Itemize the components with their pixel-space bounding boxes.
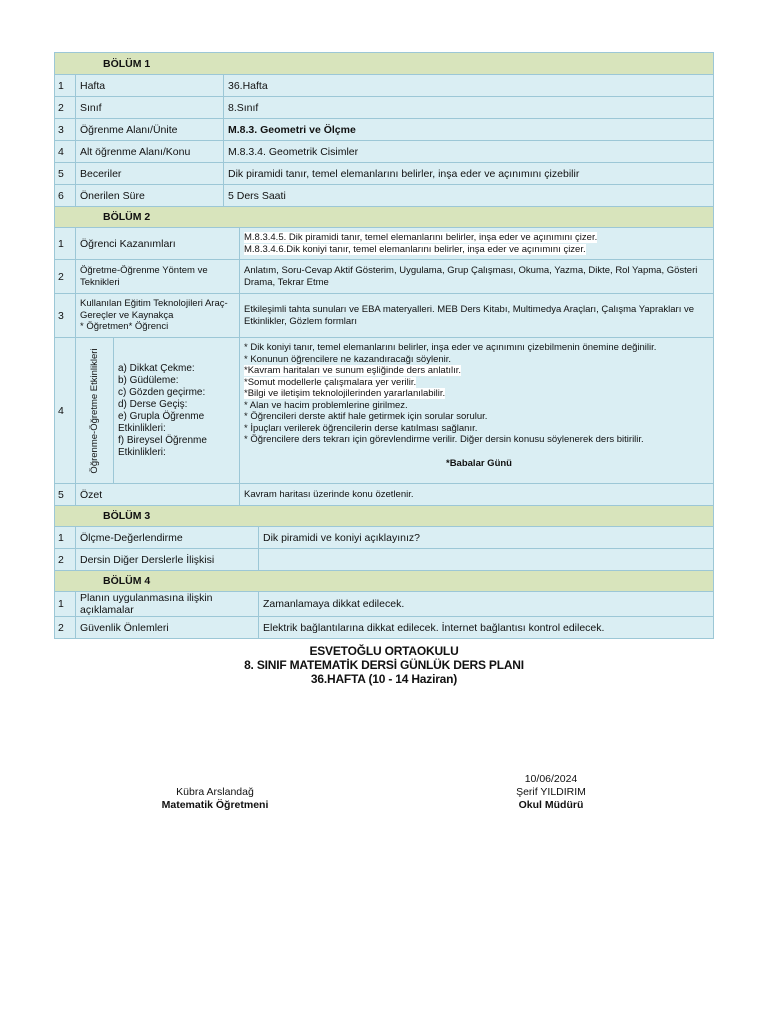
- section-1-table: [54, 52, 714, 207]
- section-2-table: [54, 206, 714, 506]
- row-value: 5 Ders Saati: [224, 185, 714, 207]
- outcome-line: M.8.3.4.5. Dik piramidi tanır, temel elemanlarını belirler, inşa eder ve açınımını çizer.: [244, 232, 598, 243]
- activity-line: * Öğrencileri derste aktif hale getirmek için sorular sorulur.: [244, 411, 488, 422]
- row-value: 8.Sınıf: [224, 97, 714, 119]
- activity-line: *Kavram haritaları ve sunum eşliğinde ders anlatılır.: [244, 365, 462, 376]
- section-2-title: BÖLÜM 2: [55, 207, 714, 228]
- row-value: Dik piramidi ve koniyi açıklayınız?: [259, 527, 714, 549]
- row-label: Hafta: [76, 75, 224, 97]
- table-row: [55, 75, 714, 97]
- activity-line: * Dik koniyi tanır, temel elemanlarını belirler, inşa eder ve açınımını çizebilmenin önemine değinilir.: [244, 342, 657, 353]
- row-number: 3: [55, 294, 76, 338]
- row-value: Etkileşimli tahta sunuları ve EBA materyalleri. MEB Ders Kitabı, Multimedya Araçları, Çalışma Yaprakları ve Etkinlikler, Gözlem formları: [240, 294, 714, 338]
- row-number: 2: [55, 549, 76, 571]
- plan-name: 8. SINIF MATEMATİK DERSİ GÜNLÜK DERS PLANI: [244, 658, 524, 672]
- row-label: Sınıf: [76, 97, 224, 119]
- table-row: [55, 592, 714, 617]
- row-label: Öğrenci Kazanımları: [76, 228, 240, 260]
- table-row: [55, 228, 714, 260]
- row-value: Dik piramidi tanır, temel elemanlarını belirler, inşa eder ve açınımını çizebilir: [224, 163, 714, 185]
- activity-line: * İpuçları verilerek öğrencilerin derse katılması sağlanır.: [244, 422, 478, 434]
- row-label: Güvenlik Önlemleri: [76, 617, 259, 639]
- table-row: [55, 163, 714, 185]
- row-label: Beceriler: [76, 163, 224, 185]
- table-row: [55, 549, 714, 571]
- row-value: Kavram haritası üzerinde konu özetlenir.: [240, 484, 714, 506]
- row-number: 5: [55, 484, 76, 506]
- row-number: 3: [55, 119, 76, 141]
- step-item: f) Bireysel Öğrenme Etkinlikleri:: [118, 434, 207, 458]
- row-number: 1: [55, 75, 76, 97]
- row-number: 6: [55, 185, 76, 207]
- table-row: [55, 119, 714, 141]
- activity-line: * Öğrencilere ders tekrarı için görevlendirme verilir. Diğer dersin konusu söylenerek ders bitirilir.: [244, 434, 644, 445]
- steps-cell: [114, 338, 240, 484]
- row-value: [240, 228, 714, 260]
- row-value: 36.Hafta: [224, 75, 714, 97]
- step-item: c) Gözden geçirme:: [118, 386, 206, 398]
- section-header: [55, 571, 714, 592]
- table-row: [55, 617, 714, 639]
- row-number: 1: [55, 592, 76, 617]
- activity-line: * Alan ve hacim problemlerine girilmez.: [244, 399, 408, 411]
- section-header: [55, 53, 714, 75]
- row-number: 4: [55, 338, 76, 484]
- activities-cell: [240, 338, 714, 484]
- plan-title: [54, 644, 714, 686]
- section-header: [55, 506, 714, 527]
- vertical-label: Öğrenme-Öğretme Etkinlikleri: [88, 347, 100, 474]
- activity-line: *Somut modellerle çalışmalara yer verilir.: [244, 376, 417, 388]
- outcome-line: M.8.3.4.6.Dik koniyi tanır, temel elemanlarını belirler, inşa eder ve açınımını çizer.: [244, 243, 586, 255]
- table-row: [55, 527, 714, 549]
- row-label: Dersin Diğer Derslerle İlişkisi: [76, 549, 259, 571]
- special-day: *Babalar Günü: [446, 457, 512, 469]
- row-value: [259, 549, 714, 571]
- row-number: 2: [55, 260, 76, 294]
- teacher-name: Kübra Arslandağ: [176, 786, 254, 798]
- row-label: Önerilen Süre: [76, 185, 224, 207]
- row-label: Öğretme-Öğrenme Yöntem ve Teknikleri: [76, 260, 240, 294]
- step-item: b) Güdüleme:: [118, 374, 179, 386]
- step-item: e) Grupla Öğrenme Etkinlikleri:: [118, 410, 205, 434]
- tech-label-sub: * Öğretmen* Öğrenci: [80, 321, 169, 333]
- row-label: [76, 294, 240, 338]
- lesson-plan: [54, 52, 714, 639]
- row-number: 2: [55, 617, 76, 639]
- school-name: ESVETOĞLU ORTAOKULU: [309, 644, 459, 658]
- row-label: Planın uygulanmasına ilişkin açıklamalar: [76, 592, 259, 617]
- principal-signature: [486, 773, 616, 812]
- row-number: 5: [55, 163, 76, 185]
- principal-title: Okul Müdürü: [518, 799, 584, 811]
- activity-line: *Bilgi ve iletişim teknolojilerinden yararlanılabilir.: [244, 388, 446, 399]
- table-row: [55, 338, 714, 484]
- row-number: 1: [55, 228, 76, 260]
- tech-label: Kullanılan Eğitim Teknolojileri Araç-Gereçler ve Kaynakça: [80, 298, 228, 321]
- section-3-4-table: [54, 505, 714, 639]
- activity-line: * Konunun öğrencilere ne kazandıracağı söylenir.: [244, 353, 452, 365]
- row-label: Ölçme-Değerlendirme: [76, 527, 259, 549]
- table-row: [55, 484, 714, 506]
- row-value: Anlatım, Soru-Cevap Aktif Gösterim, Uygulama, Grup Çalışması, Okuma, Yazma, Dikte, Rol Yapma, Gösteri Drama, Tekrar Etme: [240, 260, 714, 294]
- table-row: [55, 141, 714, 163]
- table-row: [55, 97, 714, 119]
- row-label: Öğrenme Alanı/Ünite: [76, 119, 224, 141]
- teacher-title: Matematik Öğretmeni: [161, 799, 269, 811]
- row-label: Özet: [76, 484, 240, 506]
- section-header: [55, 207, 714, 228]
- section-1-title: BÖLÜM 1: [55, 53, 714, 75]
- row-value: M.8.3.4. Geometrik Cisimler: [224, 141, 714, 163]
- row-label: Alt öğrenme Alanı/Konu: [76, 141, 224, 163]
- signature-date: 10/06/2024: [524, 773, 578, 785]
- row-value: M.8.3. Geometri ve Ölçme: [224, 119, 714, 141]
- vertical-label-cell: [76, 338, 114, 484]
- row-number: 2: [55, 97, 76, 119]
- principal-name: Şerif YILDIRIM: [516, 786, 586, 798]
- table-row: [55, 260, 714, 294]
- table-row: [55, 185, 714, 207]
- table-row: [55, 294, 714, 338]
- teacher-signature: [150, 786, 280, 812]
- section-3-title: BÖLÜM 3: [55, 506, 714, 527]
- row-value: Elektrik bağlantılarına dikkat edilecek. İnternet bağlantısı kontrol edilecek.: [259, 617, 714, 639]
- step-item: a) Dikkat Çekme:: [118, 362, 195, 374]
- step-item: d) Derse Geçiş:: [118, 398, 188, 410]
- row-number: 1: [55, 527, 76, 549]
- row-value: Zamanlamaya dikkat edilecek.: [259, 592, 714, 617]
- week-range: 36.HAFTA (10 - 14 Haziran): [310, 672, 458, 686]
- row-number: 4: [55, 141, 76, 163]
- section-4-title: BÖLÜM 4: [55, 571, 714, 592]
